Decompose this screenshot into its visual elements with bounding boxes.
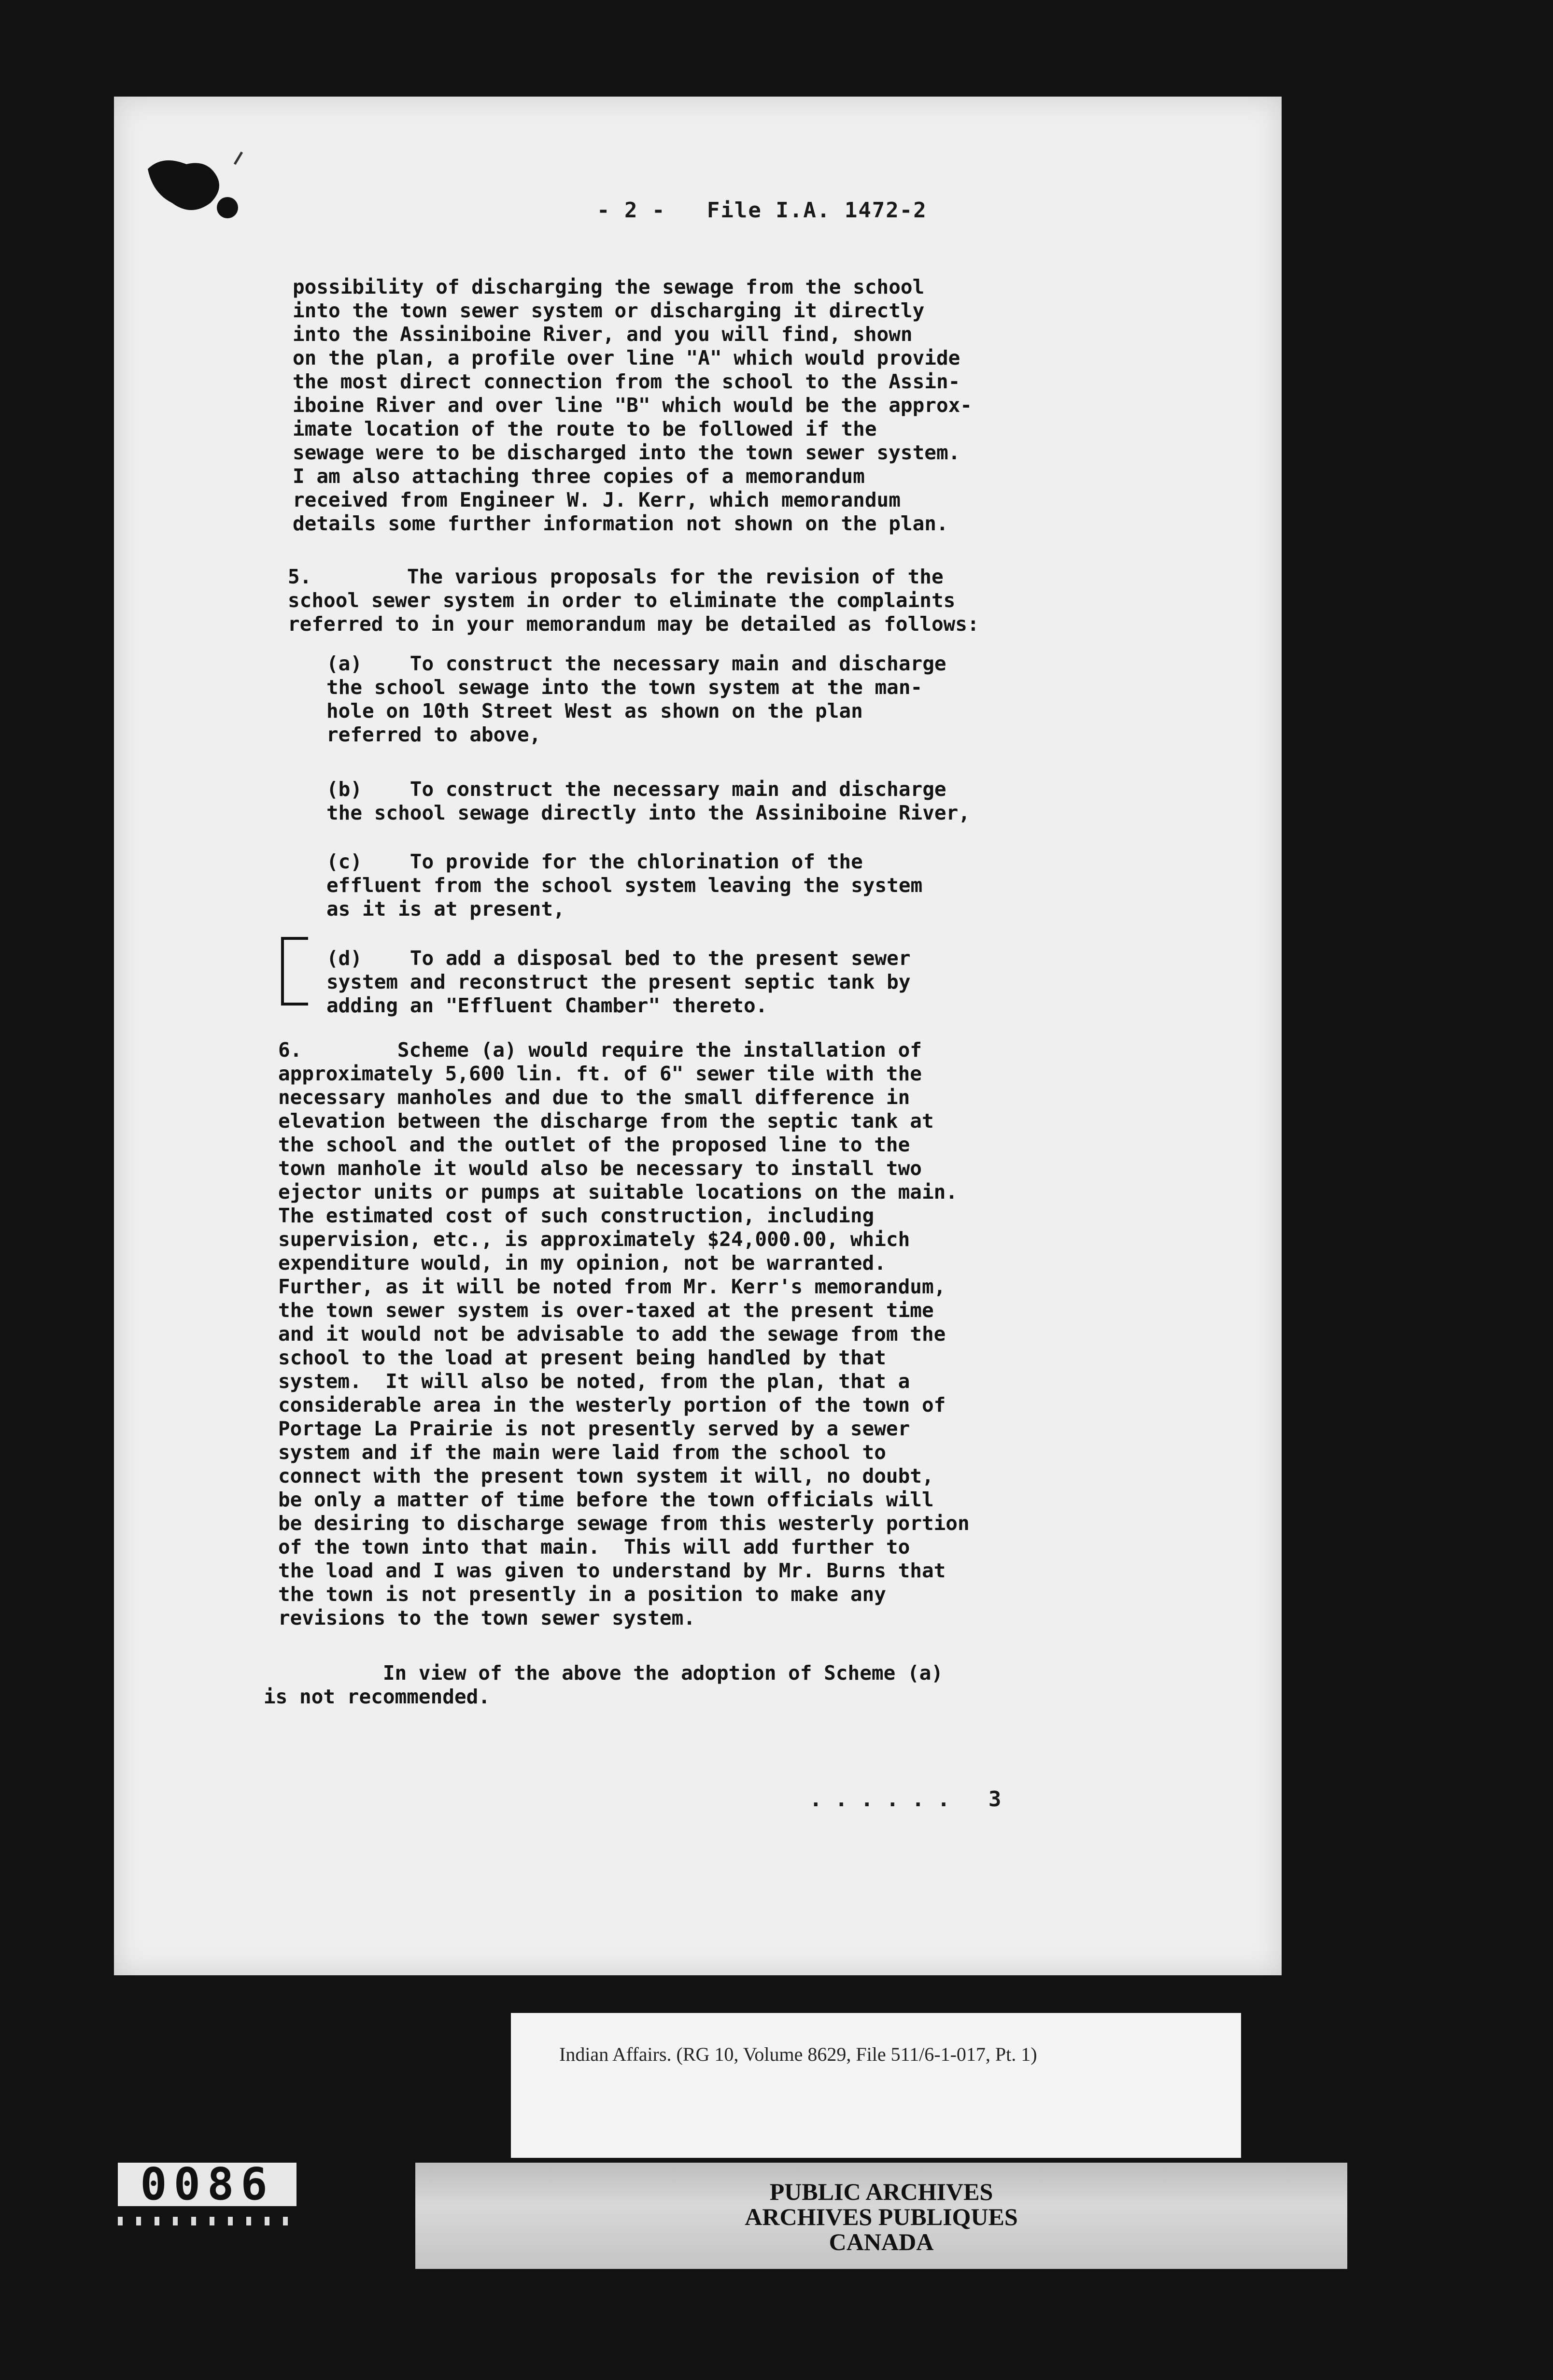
- citation-card: [511, 2013, 1241, 2158]
- item-b: (b) To construct the necessary main and discharge the school sewage directly into the Assiniboine River,: [326, 778, 970, 824]
- film-edge-ticks: [118, 2217, 296, 2225]
- paragraph-5: 5. The various proposals for the revision of the school sewer system in order to eliminate the complaints referred to in your memorandum may be detailed as follows:: [288, 565, 979, 636]
- item-d: (d) To add a disposal bed to the present sewer system and reconstruct the present septic tank by adding an "Effluent Chamber" thereto.: [326, 947, 911, 1017]
- archive-label: [415, 2179, 1347, 2254]
- intro-paragraph: possibility of discharging the sewage from the school into the town sewer system or discharging it directly into the Assiniboine River, and you will find, shown on the plan, a profile over line "A" which would provide the most direct connection from the school to the Assin- iboine River and over line "B" which would be the approx- imate location of the route to be followed if the sewage were to be discharged into the town sewer system. I am also attaching three copies of a memorandum received from Engineer W. J. Kerr, which memorandum details some further information not shown on the plan.: [293, 275, 972, 535]
- archive-label-line-2: ARCHIVES PUBLIQUES: [745, 2203, 1018, 2230]
- archive-label-line-3: CANADA: [829, 2228, 934, 2255]
- frame-number: 0086: [118, 2163, 296, 2206]
- archive-label-strip: [415, 2163, 1347, 2269]
- conclusion-paragraph: In view of the above the adoption of Scheme (a) is not recommended.: [264, 1661, 943, 1708]
- continuation-marker: . . . . . . 3: [809, 1787, 1002, 1812]
- staple-mark-icon: [143, 150, 249, 222]
- margin-bracket-mark: [281, 937, 308, 1006]
- citation-text: Indian Affairs. (RG 10, Volume 8629, File 511/6-1-017, Pt. 1): [559, 2043, 1037, 2065]
- page-header: - 2 - File I.A. 1472-2: [597, 198, 927, 223]
- document-page: [114, 97, 1282, 1975]
- item-c: (c) To provide for the chlorination of the effluent from the school system leaving the system as it is at present,: [326, 850, 923, 921]
- paragraph-6: 6. Scheme (a) would require the installation of approximately 5,600 lin. ft. of 6" sewer tile with the necessary manholes and due to the small difference in elevation between the discharge from the septic tank at the school and the outlet of the proposed line to the town manhole it would also be necessary to install two ejector units or pumps at suitable locations on the main. The estimated cost of such construction, including supervision, etc., is approximately $24,000.00, which expenditure would, in my opinion, not be warranted. Further, as it will be noted from Mr. Kerr's memorandum, the town sewer system is over-taxed at the present time and it would not be advisable to add the sewage from the school to the load at present being handled by that system. It will also be noted, from the plan, that a considerable area in the westerly portion of the town of Portage La Prairie is not presently served by a sewer system and if the main were laid from the school to connect with the present town system it will, no doubt, be only a matter of time before the town officials will be desiring to discharge sewage from this westerly portion of the town into that main. This will add further to the load and I was given to understand by Mr. Burns that the town is not presently in a position to make any revisions to the town sewer system.: [278, 1038, 970, 1629]
- archive-label-line-1: PUBLIC ARCHIVES: [769, 2178, 993, 2205]
- item-a: (a) To construct the necessary main and discharge the school sewage into the town system at the man- hole on 10th Street West as shown on the plan referred to above,: [326, 652, 946, 746]
